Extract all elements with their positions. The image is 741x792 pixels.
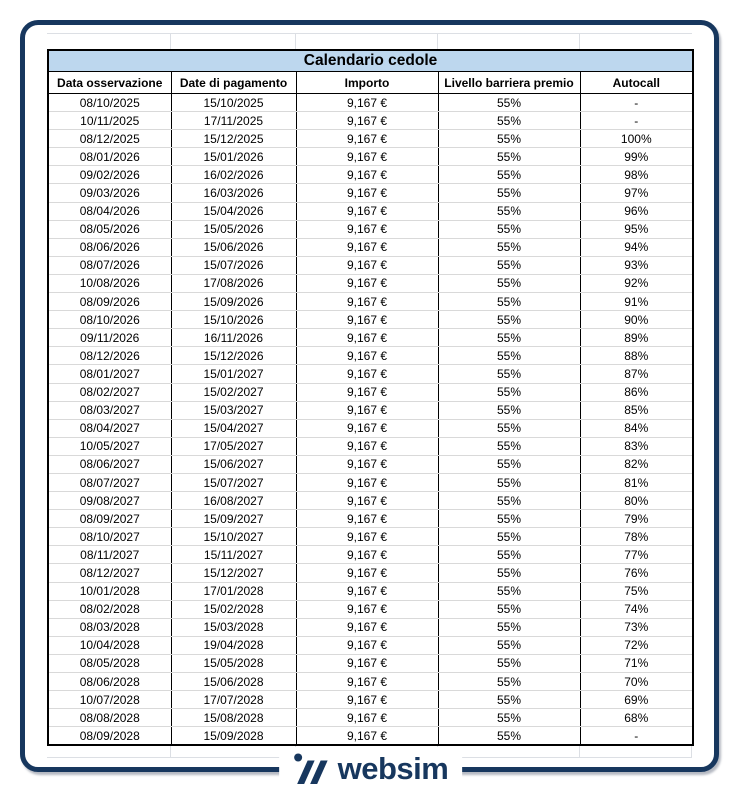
cell-livello-barriera: 55% bbox=[438, 94, 580, 112]
cell-date-pagamento: 17/05/2027 bbox=[171, 437, 296, 455]
col-header-importo: Importo bbox=[296, 72, 438, 94]
cell-data-osservazione: 08/12/2026 bbox=[48, 347, 171, 365]
cell-importo: 9,167 € bbox=[296, 437, 438, 455]
cell-livello-barriera: 55% bbox=[438, 437, 580, 455]
table-row bbox=[48, 365, 693, 383]
cell-autocall: 73% bbox=[580, 618, 693, 636]
cell-date-pagamento: 15/02/2028 bbox=[171, 600, 296, 618]
cell-importo: 9,167 € bbox=[296, 365, 438, 383]
cell-livello-barriera: 55% bbox=[438, 492, 580, 510]
table-row bbox=[48, 112, 693, 130]
cell-importo: 9,167 € bbox=[296, 473, 438, 491]
cell-data-osservazione: 08/10/2025 bbox=[48, 94, 171, 112]
cell-livello-barriera: 55% bbox=[438, 582, 580, 600]
table-row bbox=[48, 238, 693, 256]
cell-autocall: - bbox=[580, 112, 693, 130]
cell-livello-barriera: 55% bbox=[438, 202, 580, 220]
table-row bbox=[48, 383, 693, 401]
cell-data-osservazione: 08/09/2028 bbox=[48, 727, 171, 746]
cell-data-osservazione: 08/01/2026 bbox=[48, 148, 171, 166]
col-header-autocall: Autocall bbox=[580, 72, 693, 94]
cell-livello-barriera: 55% bbox=[438, 112, 580, 130]
coupon-calendar-table bbox=[47, 49, 694, 746]
cell-autocall: 95% bbox=[580, 220, 693, 238]
table-row bbox=[48, 528, 693, 546]
cell-data-osservazione: 08/07/2027 bbox=[48, 473, 171, 491]
cell-data-osservazione: 10/11/2025 bbox=[48, 112, 171, 130]
cell-importo: 9,167 € bbox=[296, 184, 438, 202]
cell-importo: 9,167 € bbox=[296, 94, 438, 112]
cell-date-pagamento: 15/03/2028 bbox=[171, 618, 296, 636]
cell-data-osservazione: 08/12/2025 bbox=[48, 130, 171, 148]
cell-importo: 9,167 € bbox=[296, 202, 438, 220]
col-header-livello-barriera: Livello barriera premio bbox=[438, 72, 580, 94]
cell-data-osservazione: 08/12/2027 bbox=[48, 564, 171, 582]
cell-data-osservazione: 09/08/2027 bbox=[48, 492, 171, 510]
cell-date-pagamento: 15/12/2025 bbox=[171, 130, 296, 148]
table-row bbox=[48, 437, 693, 455]
cell-importo: 9,167 € bbox=[296, 293, 438, 311]
cell-date-pagamento: 15/11/2027 bbox=[171, 546, 296, 564]
cell-data-osservazione: 08/10/2027 bbox=[48, 528, 171, 546]
table-title-row bbox=[48, 50, 693, 72]
table-row bbox=[48, 600, 693, 618]
cell-autocall: 83% bbox=[580, 437, 693, 455]
cell-data-osservazione: 08/09/2026 bbox=[48, 293, 171, 311]
cell-autocall: 71% bbox=[580, 654, 693, 672]
cell-date-pagamento: 15/01/2027 bbox=[171, 365, 296, 383]
table-row bbox=[48, 473, 693, 491]
cell-date-pagamento: 15/04/2027 bbox=[171, 419, 296, 437]
cell-livello-barriera: 55% bbox=[438, 510, 580, 528]
cell-importo: 9,167 € bbox=[296, 329, 438, 347]
websim-logo-text: websim bbox=[337, 751, 449, 786]
cell-data-osservazione: 09/03/2026 bbox=[48, 184, 171, 202]
col-header-data-osservazione: Data osservazione bbox=[48, 72, 171, 94]
cell-date-pagamento: 15/10/2027 bbox=[171, 528, 296, 546]
cell-autocall: 97% bbox=[580, 184, 693, 202]
cell-autocall: 94% bbox=[580, 238, 693, 256]
cell-date-pagamento: 17/08/2026 bbox=[171, 274, 296, 292]
cell-autocall: 77% bbox=[580, 546, 693, 564]
cell-importo: 9,167 € bbox=[296, 673, 438, 691]
cell-importo: 9,167 € bbox=[296, 727, 438, 746]
cell-date-pagamento: 15/12/2027 bbox=[171, 564, 296, 582]
cell-data-osservazione: 08/05/2026 bbox=[48, 220, 171, 238]
cell-data-osservazione: 10/04/2028 bbox=[48, 636, 171, 654]
cell-data-osservazione: 08/07/2026 bbox=[48, 256, 171, 274]
table-row bbox=[48, 673, 693, 691]
cell-livello-barriera: 55% bbox=[438, 256, 580, 274]
cell-importo: 9,167 € bbox=[296, 582, 438, 600]
cell-importo: 9,167 € bbox=[296, 419, 438, 437]
cell-livello-barriera: 55% bbox=[438, 709, 580, 727]
cell-date-pagamento: 15/06/2028 bbox=[171, 673, 296, 691]
cell-date-pagamento: 15/09/2028 bbox=[171, 727, 296, 746]
cell-livello-barriera: 55% bbox=[438, 636, 580, 654]
table-row bbox=[48, 419, 693, 437]
cell-livello-barriera: 55% bbox=[438, 419, 580, 437]
table-row bbox=[48, 618, 693, 636]
cell-importo: 9,167 € bbox=[296, 510, 438, 528]
cell-importo: 9,167 € bbox=[296, 691, 438, 709]
table-row bbox=[48, 148, 693, 166]
cell-livello-barriera: 55% bbox=[438, 238, 580, 256]
cell-livello-barriera: 55% bbox=[438, 600, 580, 618]
cell-importo: 9,167 € bbox=[296, 636, 438, 654]
cell-data-osservazione: 08/11/2027 bbox=[48, 546, 171, 564]
cell-importo: 9,167 € bbox=[296, 401, 438, 419]
cell-date-pagamento: 17/01/2028 bbox=[171, 582, 296, 600]
cell-date-pagamento: 19/04/2028 bbox=[171, 636, 296, 654]
cell-importo: 9,167 € bbox=[296, 256, 438, 274]
cell-autocall: 70% bbox=[580, 673, 693, 691]
cell-date-pagamento: 15/07/2027 bbox=[171, 473, 296, 491]
cell-date-pagamento: 15/10/2026 bbox=[171, 311, 296, 329]
cell-importo: 9,167 € bbox=[296, 600, 438, 618]
table-row bbox=[48, 691, 693, 709]
cell-importo: 9,167 € bbox=[296, 238, 438, 256]
table-row bbox=[48, 220, 693, 238]
cell-importo: 9,167 € bbox=[296, 112, 438, 130]
table-row bbox=[48, 582, 693, 600]
websim-logo bbox=[279, 747, 463, 791]
cell-data-osservazione: 08/02/2027 bbox=[48, 383, 171, 401]
cell-data-osservazione: 10/01/2028 bbox=[48, 582, 171, 600]
cell-date-pagamento: 15/09/2027 bbox=[171, 510, 296, 528]
cell-autocall: 79% bbox=[580, 510, 693, 528]
table-row bbox=[48, 293, 693, 311]
cell-livello-barriera: 55% bbox=[438, 727, 580, 746]
cell-date-pagamento: 15/02/2027 bbox=[171, 383, 296, 401]
cell-data-osservazione: 08/04/2027 bbox=[48, 419, 171, 437]
cell-importo: 9,167 € bbox=[296, 528, 438, 546]
cell-autocall: 90% bbox=[580, 311, 693, 329]
cell-importo: 9,167 € bbox=[296, 383, 438, 401]
cell-date-pagamento: 17/11/2025 bbox=[171, 112, 296, 130]
cell-date-pagamento: 16/11/2026 bbox=[171, 329, 296, 347]
cell-data-osservazione: 09/11/2026 bbox=[48, 329, 171, 347]
cell-livello-barriera: 55% bbox=[438, 546, 580, 564]
table-row bbox=[48, 727, 693, 746]
cell-data-osservazione: 10/08/2026 bbox=[48, 274, 171, 292]
cell-data-osservazione: 08/03/2027 bbox=[48, 401, 171, 419]
cell-autocall: 80% bbox=[580, 492, 693, 510]
table-header-row bbox=[48, 72, 693, 94]
cell-data-osservazione: 08/06/2028 bbox=[48, 673, 171, 691]
cell-autocall: 68% bbox=[580, 709, 693, 727]
cell-date-pagamento: 15/09/2026 bbox=[171, 293, 296, 311]
cell-livello-barriera: 55% bbox=[438, 455, 580, 473]
table-row bbox=[48, 347, 693, 365]
cell-date-pagamento: 15/05/2026 bbox=[171, 220, 296, 238]
cell-data-osservazione: 08/01/2027 bbox=[48, 365, 171, 383]
cell-livello-barriera: 55% bbox=[438, 166, 580, 184]
websim-logo-icon bbox=[293, 753, 331, 785]
table-row bbox=[48, 130, 693, 148]
cell-autocall: 75% bbox=[580, 582, 693, 600]
cell-livello-barriera: 55% bbox=[438, 564, 580, 582]
cell-livello-barriera: 55% bbox=[438, 148, 580, 166]
cell-importo: 9,167 € bbox=[296, 564, 438, 582]
table-row bbox=[48, 184, 693, 202]
cell-livello-barriera: 55% bbox=[438, 365, 580, 383]
cell-data-osservazione: 08/04/2026 bbox=[48, 202, 171, 220]
cell-autocall: 86% bbox=[580, 383, 693, 401]
table-row bbox=[48, 202, 693, 220]
cell-autocall: 88% bbox=[580, 347, 693, 365]
cell-autocall: 69% bbox=[580, 691, 693, 709]
cell-autocall: 85% bbox=[580, 401, 693, 419]
table-row bbox=[48, 709, 693, 727]
cell-importo: 9,167 € bbox=[296, 166, 438, 184]
cell-data-osservazione: 08/10/2026 bbox=[48, 311, 171, 329]
cell-data-osservazione: 08/08/2028 bbox=[48, 709, 171, 727]
cell-importo: 9,167 € bbox=[296, 618, 438, 636]
table-row bbox=[48, 166, 693, 184]
table-row bbox=[48, 274, 693, 292]
cell-importo: 9,167 € bbox=[296, 709, 438, 727]
cell-data-osservazione: 08/06/2026 bbox=[48, 238, 171, 256]
cell-date-pagamento: 15/01/2026 bbox=[171, 148, 296, 166]
cell-date-pagamento: 15/05/2028 bbox=[171, 654, 296, 672]
cell-importo: 9,167 € bbox=[296, 220, 438, 238]
cell-date-pagamento: 16/02/2026 bbox=[171, 166, 296, 184]
cell-livello-barriera: 55% bbox=[438, 618, 580, 636]
table-row bbox=[48, 256, 693, 274]
cell-autocall: 93% bbox=[580, 256, 693, 274]
table-title: Calendario cedole bbox=[48, 50, 693, 72]
cell-importo: 9,167 € bbox=[296, 654, 438, 672]
cell-autocall: 89% bbox=[580, 329, 693, 347]
cell-date-pagamento: 15/06/2027 bbox=[171, 455, 296, 473]
cell-importo: 9,167 € bbox=[296, 492, 438, 510]
cell-importo: 9,167 € bbox=[296, 311, 438, 329]
cell-livello-barriera: 55% bbox=[438, 691, 580, 709]
cell-livello-barriera: 55% bbox=[438, 184, 580, 202]
cell-date-pagamento: 15/12/2026 bbox=[171, 347, 296, 365]
cell-autocall: 91% bbox=[580, 293, 693, 311]
cell-importo: 9,167 € bbox=[296, 130, 438, 148]
cell-livello-barriera: 55% bbox=[438, 673, 580, 691]
table-row bbox=[48, 636, 693, 654]
cell-livello-barriera: 55% bbox=[438, 220, 580, 238]
cell-date-pagamento: 17/07/2028 bbox=[171, 691, 296, 709]
cell-date-pagamento: 15/04/2026 bbox=[171, 202, 296, 220]
cell-livello-barriera: 55% bbox=[438, 311, 580, 329]
cell-importo: 9,167 € bbox=[296, 274, 438, 292]
cell-date-pagamento: 16/08/2027 bbox=[171, 492, 296, 510]
cell-autocall: 100% bbox=[580, 130, 693, 148]
cell-livello-barriera: 55% bbox=[438, 329, 580, 347]
cell-data-osservazione: 08/09/2027 bbox=[48, 510, 171, 528]
cell-importo: 9,167 € bbox=[296, 148, 438, 166]
cell-importo: 9,167 € bbox=[296, 347, 438, 365]
cell-autocall: 98% bbox=[580, 166, 693, 184]
table-row bbox=[48, 654, 693, 672]
cell-autocall: 72% bbox=[580, 636, 693, 654]
cell-data-osservazione: 10/07/2028 bbox=[48, 691, 171, 709]
cell-autocall: 92% bbox=[580, 274, 693, 292]
col-header-date-pagamento: Date di pagamento bbox=[171, 72, 296, 94]
cell-autocall: 96% bbox=[580, 202, 693, 220]
cell-livello-barriera: 55% bbox=[438, 528, 580, 546]
cell-data-osservazione: 08/02/2028 bbox=[48, 600, 171, 618]
cell-livello-barriera: 55% bbox=[438, 473, 580, 491]
cell-data-osservazione: 08/06/2027 bbox=[48, 455, 171, 473]
cell-autocall: 74% bbox=[580, 600, 693, 618]
cell-autocall: 99% bbox=[580, 148, 693, 166]
cell-autocall: 82% bbox=[580, 455, 693, 473]
table-row bbox=[48, 94, 693, 112]
cell-data-osservazione: 08/05/2028 bbox=[48, 654, 171, 672]
cell-livello-barriera: 55% bbox=[438, 130, 580, 148]
table-body bbox=[48, 94, 693, 746]
cell-date-pagamento: 15/10/2025 bbox=[171, 94, 296, 112]
table-row bbox=[48, 401, 693, 419]
table-row bbox=[48, 311, 693, 329]
cell-data-osservazione: 10/05/2027 bbox=[48, 437, 171, 455]
cell-autocall: 78% bbox=[580, 528, 693, 546]
cell-date-pagamento: 15/08/2028 bbox=[171, 709, 296, 727]
cell-date-pagamento: 15/03/2027 bbox=[171, 401, 296, 419]
cell-autocall: 87% bbox=[580, 365, 693, 383]
cell-livello-barriera: 55% bbox=[438, 654, 580, 672]
cell-date-pagamento: 15/07/2026 bbox=[171, 256, 296, 274]
table-row bbox=[48, 564, 693, 582]
cell-livello-barriera: 55% bbox=[438, 401, 580, 419]
cell-autocall: - bbox=[580, 727, 693, 746]
cell-date-pagamento: 16/03/2026 bbox=[171, 184, 296, 202]
table-row bbox=[48, 455, 693, 473]
table-row bbox=[48, 510, 693, 528]
cell-autocall: 84% bbox=[580, 419, 693, 437]
cell-importo: 9,167 € bbox=[296, 546, 438, 564]
cell-livello-barriera: 55% bbox=[438, 383, 580, 401]
cell-livello-barriera: 55% bbox=[438, 347, 580, 365]
table-row bbox=[48, 492, 693, 510]
cell-livello-barriera: 55% bbox=[438, 293, 580, 311]
table-row bbox=[48, 546, 693, 564]
cell-livello-barriera: 55% bbox=[438, 274, 580, 292]
cell-importo: 9,167 € bbox=[296, 455, 438, 473]
cell-data-osservazione: 09/02/2026 bbox=[48, 166, 171, 184]
cell-autocall: 81% bbox=[580, 473, 693, 491]
table-row bbox=[48, 329, 693, 347]
cell-data-osservazione: 08/03/2028 bbox=[48, 618, 171, 636]
cell-autocall: - bbox=[580, 94, 693, 112]
cell-date-pagamento: 15/06/2026 bbox=[171, 238, 296, 256]
cell-autocall: 76% bbox=[580, 564, 693, 582]
